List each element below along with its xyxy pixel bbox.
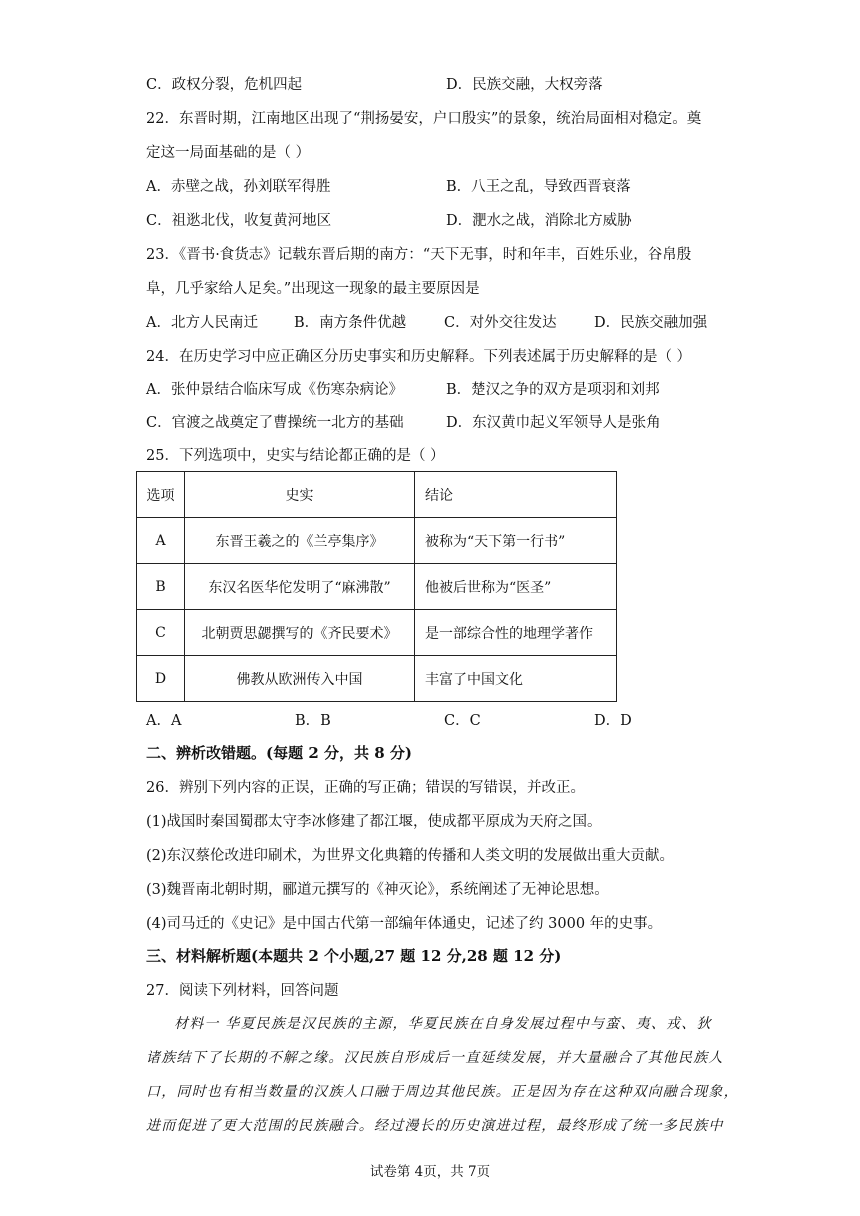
q23-option-c: C．对外交往发达 — [444, 315, 557, 331]
material-paragraph-line: 材料一 华夏民族是汉民族的主源，华夏民族在自身发展过程中与蛮、夷、戎、狄 — [174, 1016, 712, 1032]
q22-option-c: C．祖逖北伐，收复黄河地区 — [146, 213, 332, 229]
material-paragraph-line: 口，同时也有相当数量的汉族人口融于周边其他民族。正是因为存在这种双向融合现象， — [146, 1084, 739, 1100]
table-row — [137, 564, 617, 610]
table-header-cell: 选项 — [137, 472, 185, 518]
q23-option-a: A．北方人民南迁 — [146, 315, 258, 331]
page-footer: 试卷第 4页，共 7页 — [369, 1164, 491, 1180]
q23-option-b: B．南方条件优越 — [294, 315, 407, 331]
table-row — [137, 518, 617, 564]
q22-option-a: A．赤壁之战，孙刘联军得胜 — [146, 179, 331, 195]
table-cell: B — [137, 564, 185, 610]
q25-stem: 25．下列选项中，史实与结论都正确的是（ ） — [146, 448, 445, 464]
table-header-cell: 结论 — [415, 472, 617, 518]
q23-option-d: D．民族交融加强 — [594, 315, 708, 331]
table-cell: 丰富了中国文化 — [415, 656, 617, 702]
table-cell: 东汉名医华佗发明了“麻沸散” — [185, 564, 415, 610]
table-cell: 他被后世称为“医圣” — [415, 564, 617, 610]
table-row — [137, 656, 617, 702]
section-heading: 三、材料解析题(本题共 2 个小题,27 题 12 分,28 题 12 分) — [146, 947, 562, 965]
q22-stem-line2: 定这一局面基础的是（ ） — [146, 145, 311, 161]
q27-stem: 27．阅读下列材料，回答问题 — [146, 983, 339, 999]
q22-stem-line1: 22．东晋时期，江南地区出现了“荆扬晏安，户口殷实”的景象，统治局面相对稳定。奠 — [146, 111, 702, 127]
q22-option-d: D．淝水之战，消除北方威胁 — [446, 213, 632, 229]
table-cell: 佛教从欧洲传入中国 — [185, 656, 415, 702]
table-header-row — [137, 472, 617, 518]
table-cell: A — [137, 518, 185, 564]
q25-option-a: A．A — [146, 713, 182, 729]
table-cell: D — [137, 656, 185, 702]
q25-option-b: B．B — [295, 713, 331, 729]
material-paragraph-line: 进而促进了更大范围的民族融合。经过漫长的历史演进过程，最终形成了统一多民族中 — [146, 1118, 724, 1134]
table-row — [137, 610, 617, 656]
q24-option-d: D．东汉黄巾起义军领导人是张角 — [446, 415, 661, 431]
section-heading: 二、辨析改错题。(每题 2 分，共 8 分) — [146, 744, 412, 762]
q25-table — [136, 471, 617, 702]
q25-option-d: D．D — [594, 713, 632, 729]
q26-stem: 26．辨别下列内容的正误，正确的写正确；错误的写错误，并改正。 — [146, 780, 585, 796]
table-cell: 被称为“天下第一行书” — [415, 518, 617, 564]
q22-option-b: B．八王之乱，导致西晋衰落 — [446, 179, 631, 195]
material-paragraph-line: 诸族结下了长期的不解之缘。汉民族自形成后一直延续发展，并大量融合了其他民族人 — [146, 1050, 724, 1066]
table-cell: 北朝贾思勰撰写的《齐民要术》 — [185, 610, 415, 656]
q26-item: (3)魏晋南北朝时期，郦道元撰写的《神灭论》，系统阐述了无神论思想。 — [146, 882, 609, 898]
q24-stem: 24．在历史学习中应正确区分历史事实和历史解释。下列表述属于历史解释的是（ ） — [146, 349, 692, 365]
q23-stem-line2: 阜，几乎家给人足矣。”出现这一现象的最主要原因是 — [146, 281, 480, 297]
q23-stem-line1: 23．《晋书·食货志》记载东晋后期的南方：“天下无事，时和年丰，百姓乐业，谷帛殷 — [146, 247, 692, 263]
table-cell: C — [137, 610, 185, 656]
q21-option-d: D．民族交融，大权旁落 — [446, 77, 603, 93]
table-cell: 东晋王羲之的《兰亭集序》 — [185, 518, 415, 564]
q24-option-a: A．张仲景结合临床写成《伤寒杂病论》 — [146, 382, 403, 398]
table-cell: 是一部综合性的地理学著作 — [415, 610, 617, 656]
q25-option-c: C．C — [444, 713, 481, 729]
q26-item: (1)战国时秦国蜀郡太守李冰修建了都江堰，使成都平原成为天府之国。 — [146, 814, 602, 830]
q26-item: (4)司马迁的《史记》是中国古代第一部编年体通史，记述了约 3000 年的史事。 — [146, 916, 663, 932]
q21-option-c: C．政权分裂，危机四起 — [146, 77, 303, 93]
q24-option-c: C．官渡之战奠定了曹操统一北方的基础 — [146, 415, 404, 431]
q24-option-b: B．楚汉之争的双方是项羽和刘邦 — [446, 382, 660, 398]
q26-item: (2)东汉蔡伦改进印刷术，为世界文化典籍的传播和人类文明的发展做出重大贡献。 — [146, 848, 675, 864]
table-header-cell: 史实 — [185, 472, 415, 518]
